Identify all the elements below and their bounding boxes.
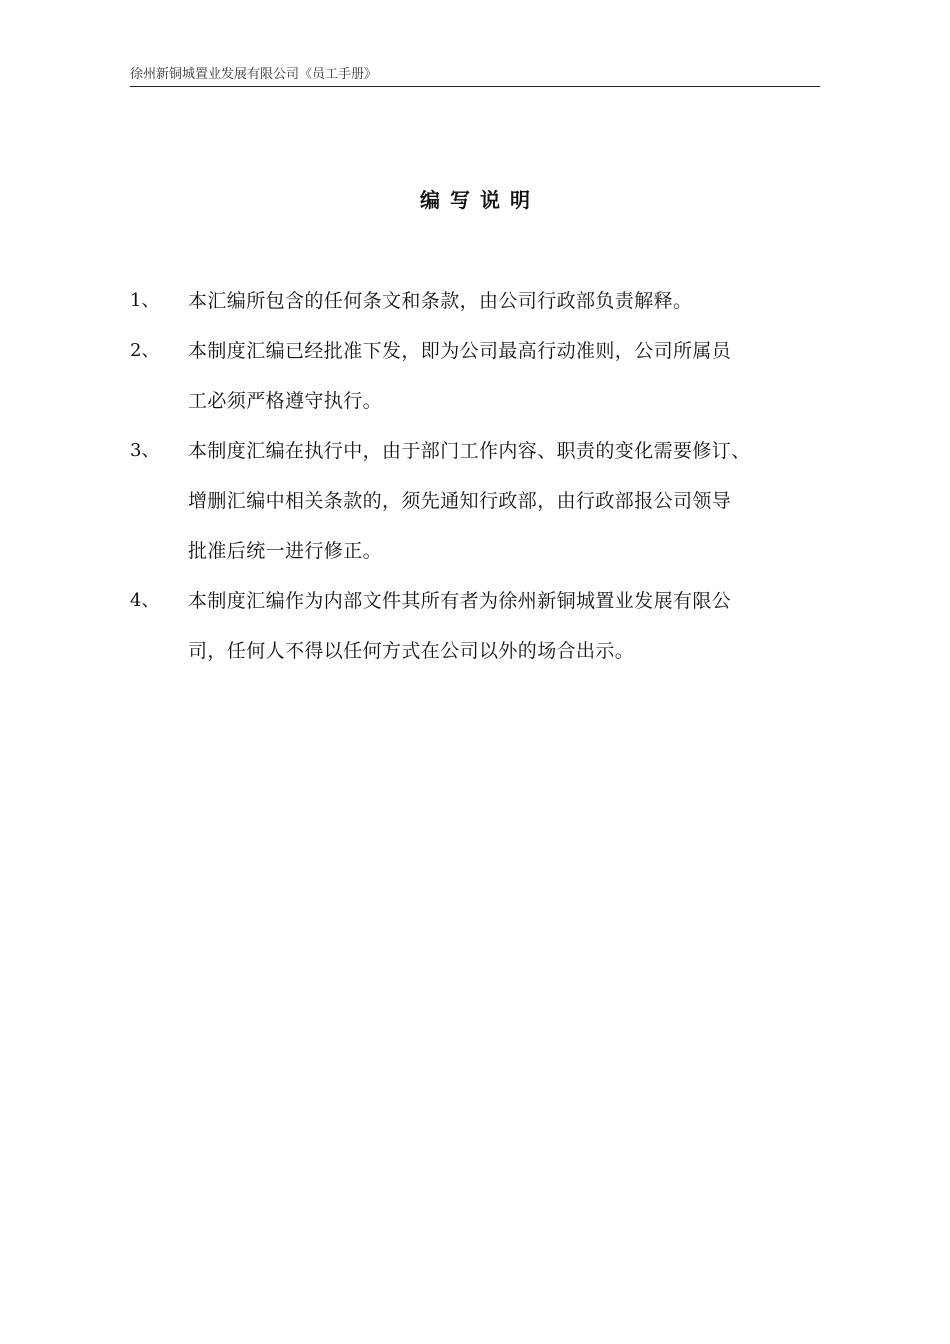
list-item-number: 3、	[130, 440, 160, 461]
list-item-text	[188, 576, 836, 676]
list-item-text	[188, 276, 836, 326]
list-item-line: 增删汇编中相关条款的，须先通知行政部，由行政部报公司领导	[188, 490, 732, 512]
list-item-number: 2、	[130, 340, 160, 361]
list-item-text	[188, 426, 836, 576]
page-header	[130, 66, 820, 87]
document-title: 编写说明	[420, 188, 540, 212]
list-item-line: 司，任何人不得以任何方式在公司以外的场合出示。	[188, 640, 635, 662]
list-item-line: 工必须严格遵守执行。	[188, 390, 383, 412]
list-item-number: 1、	[130, 290, 160, 311]
list-item-line: 本制度汇编已经批准下发，即为公司最高行动准则，公司所属员	[188, 340, 732, 362]
list-item-line: 批准后统一进行修正。	[188, 540, 383, 562]
list-item-text	[188, 326, 836, 426]
list-item-line: 本制度汇编在执行中，由于部门工作内容、职责的变化需要修订、	[188, 440, 751, 462]
list-item-number: 4、	[130, 590, 160, 611]
list-item-line: 本汇编所包含的任何条文和条款，由公司行政部负责解释。	[188, 290, 693, 312]
page-header-text: 徐州新铜城置业发展有限公司《员工手册》	[130, 67, 378, 82]
list-item-line: 本制度汇编作为内部文件其所有者为徐州新铜城置业发展有限公	[188, 590, 732, 612]
